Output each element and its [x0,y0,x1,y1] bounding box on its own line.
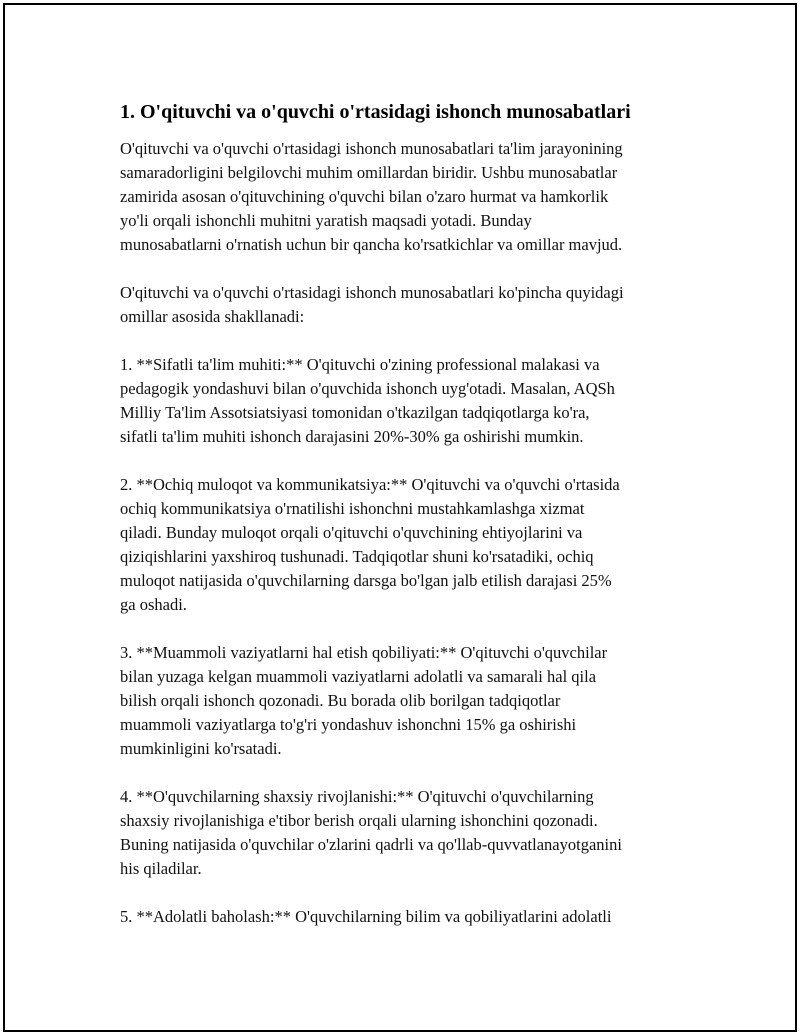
document-title: 1. O'qituvchi va o'quvchi o'rtasidagi ishonch munosabatlari [120,101,631,123]
text-line: omillar asosida shakllanadi: [120,307,305,326]
text-line: his qiladilar. [120,859,202,878]
text-line: sifatli ta'lim muhiti ishonch darajasini 20%-30% ga oshirishi mumkin. [120,427,584,446]
text-line: ochiq kommunikatsiya o'rnatilishi ishonchni mustahkamlashga xizmat [120,499,585,518]
paragraph-factors-intro [120,281,690,329]
text-line: bilan yuzaga kelgan muammoli vaziyatlarni adolatli va samarali hal qila [120,667,597,686]
text-line: Buning natijasida o'quvchilar o'zlarini qadrli va qo'llab-quvvatlanayotganini [120,835,622,854]
text-line: O'qituvchi va o'quvchi o'rtasidagi ishonch munosabatlari ko'pincha quyidagi [120,283,624,302]
text-line: 1. **Sifatli ta'lim muhiti:** O'qituvchi o'zining professional malakasi va [120,355,600,374]
text-line: 2. **Ochiq muloqot va kommunikatsiya:** O'qituvchi va o'quvchi o'rtasida [120,475,620,494]
text-line: qiladi. Bunday muloqot orqali o'qituvchi o'quvchining ehtiyojlarini va [120,523,583,542]
text-line: mumkinligini ko'rsatadi. [120,739,282,758]
text-line: 4. **O'quvchilarning shaxsiy rivojlanishi:** O'qituvchi o'quvchilarning [120,787,594,806]
text-line: shaxsiy rivojlanishiga e'tibor berish orqali ularning ishonchini qozonadi. [120,811,598,830]
paragraph-intro [120,137,690,257]
text-line: bilish orqali ishonch qozonadi. Bu borada olib borilgan tadqiqotlar [120,691,561,710]
list-item-4 [120,785,690,881]
text-line: 3. **Muammoli vaziyatlarni hal etish qobiliyati:** O'qituvchi o'quvchilar [120,643,608,662]
page-frame [3,3,797,1032]
text-line: samaradorligini belgilovchi muhim omillardan biridir. Ushbu munosabatlar [120,163,618,182]
text-line: ga oshadi. [120,595,187,614]
list-item-1 [120,353,690,449]
text-line: O'qituvchi va o'quvchi o'rtasidagi ishonch munosabatlari ta'lim jarayonining [120,139,623,158]
document-body [120,97,690,953]
list-item-2 [120,473,690,617]
text-line: muloqot natijasida o'quvchilarning darsga bo'lgan jalb etilish darajasi 25% [120,571,612,590]
text-line: 5. **Adolatli baholash:** O'quvchilarning bilim va qobiliyatlarini adolatli [120,907,612,926]
text-line: zamirida asosan o'qituvchining o'quvchi bilan o'zaro hurmat va hamkorlik [120,187,609,206]
text-line: Milliy Ta'lim Assotsiatsiyasi tomonidan o'tkazilgan tadqiqotlarga ko'ra, [120,403,590,422]
text-line: munosabatlarni o'rnatish uchun bir qancha ko'rsatkichlar va omillar mavjud. [120,235,623,254]
text-line: pedagogik yondashuvi bilan o'quvchida ishonch uyg'otadi. Masalan, AQSh [120,379,615,398]
list-item-3 [120,641,690,761]
text-line: qiziqishlarini yaxshiroq tushunadi. Tadqiqotlar shuni ko'rsatadiki, ochiq [120,547,594,566]
text-line: yo'li orqali ishonchli muhitni yaratish maqsadi yotadi. Bunday [120,211,532,230]
text-line: muammoli vaziyatlarga to'g'ri yondashuv ishonchni 15% ga oshirishi [120,715,577,734]
list-item-5 [120,905,690,929]
